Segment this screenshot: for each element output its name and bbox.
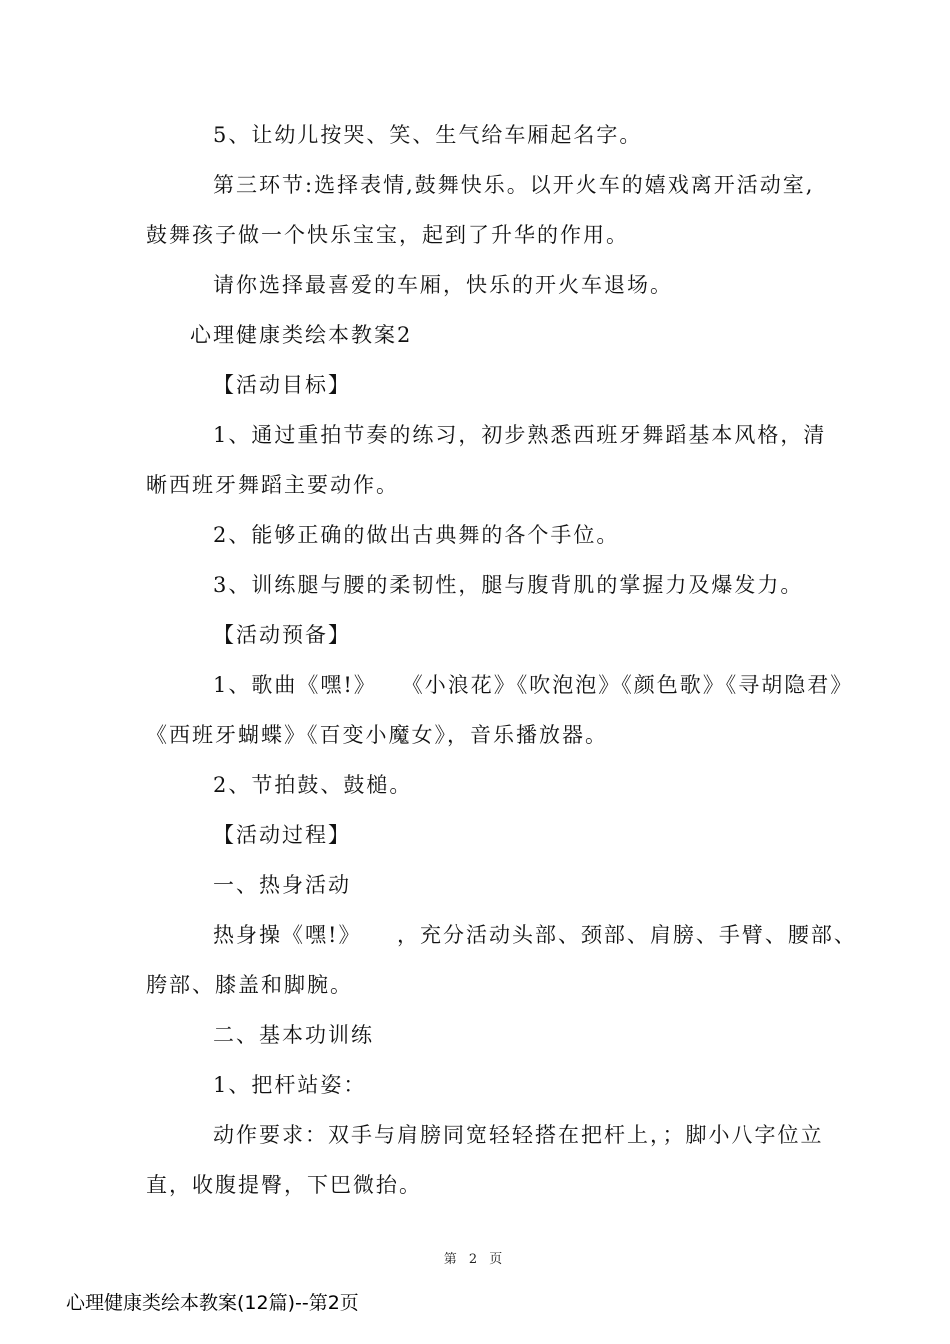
paragraph-line: 第三环节:选择表情,鼓舞快乐。以开火车的嬉戏离开活动室,: [213, 173, 815, 197]
paragraph-line: 1、通过重拍节奏的练习，初步熟悉西班牙舞蹈基本风格，清: [213, 423, 827, 447]
paragraph-line: 《西班牙蝴蝶》《百变小魔女》，音乐播放器。: [146, 723, 608, 747]
paragraph-line: 动作要求：双手与肩膀同宽轻轻搭在把杆上，；脚小八字位立: [213, 1123, 824, 1147]
paragraph-line: 鼓舞孩子做一个快乐宝宝，起到了升华的作用。: [146, 223, 629, 247]
paragraph-line: 二、基本功训练: [213, 1023, 374, 1047]
subsection-heading: 【活动目标】: [213, 373, 351, 397]
paragraph-line: 1、歌曲《嘿!》 《小浪花》《吹泡泡》《颜色歌》《寻胡隐君》: [213, 673, 854, 697]
subsection-heading: 【活动预备】: [213, 623, 351, 647]
paragraph-line: 2、能够正确的做出古典舞的各个手位。: [213, 523, 620, 547]
paragraph-line: 胯部、膝盖和脚腕。: [146, 973, 353, 997]
paragraph-line: 一、热身活动: [213, 873, 351, 897]
page-number: 第 2 页: [443, 1252, 507, 1267]
paragraph-line: 1、把杆站姿：: [213, 1073, 367, 1097]
paragraph-line: 直，收腹提臀，下巴微抬。: [146, 1173, 422, 1197]
subsection-heading: 【活动过程】: [213, 823, 351, 847]
paragraph-line: 热身操《嘿!》 ，充分活动头部、颈部、肩膀、手臂、腰部、: [213, 923, 857, 947]
paragraph-line: 3、训练腿与腰的柔韧性，腿与腹背肌的掌握力及爆发力。: [213, 573, 804, 597]
paragraph-line: 晰西班牙舞蹈主要动作。: [146, 473, 399, 497]
paragraph-line: 2、节拍鼓、鼓槌。: [213, 773, 413, 797]
section-heading: 心理健康类绘本教案2: [190, 323, 413, 347]
paragraph-line: 5、让幼儿按哭、笑、生气给车厢起名字。: [213, 123, 643, 147]
document-title: 心理健康类绘本教案(12篇)--第2页: [66, 1292, 359, 1314]
paragraph-line: 请你选择最喜爱的车厢，快乐的开火车退场。: [213, 273, 673, 297]
